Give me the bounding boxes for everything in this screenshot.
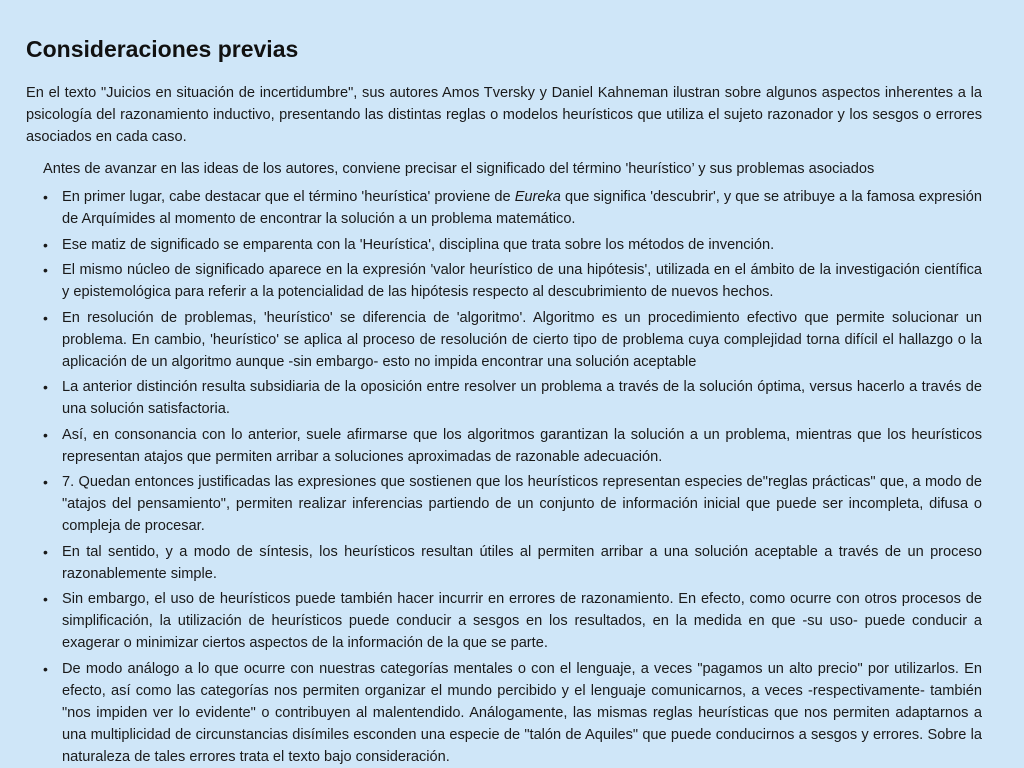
bullet-item — [43, 471, 982, 537]
bullet-icon: • — [43, 660, 48, 677]
slide-title: Consideraciones previas — [26, 36, 299, 62]
bullet-item — [43, 186, 982, 230]
bullet-item — [43, 424, 982, 468]
bullet-icon: • — [43, 543, 48, 560]
bullet-item — [43, 376, 982, 420]
bullet-item — [43, 307, 982, 373]
lead-paragraph: Antes de avanzar en las ideas de los autores, conviene precisar el significado del término 'heurístico’ y sus problemas asociados — [43, 161, 875, 177]
bullet-icon: • — [43, 379, 48, 395]
bullet-text: Así, en consonancia con lo anterior, suele afirmarse que los algoritmos garantizan la solución a un problema, mientras que los heurísticos representan atajos que permiten arribar a soluciones aproximadas de razonable adecuación. — [62, 426, 982, 465]
bullet-item — [43, 658, 982, 768]
bullet-text: El mismo núcleo de significado aparece en la expresión 'valor heurístico de una hipótesis', utilizada en el ámbito de la investigación científica y epistemológica para referir a la potencialidad de las hipótesis respecto al descubrimiento de nuevos hechos. — [62, 262, 982, 300]
bullet-text: La anterior distinción resulta subsidiaria de la oposición entre resolver un problema a través de la solución óptima, versus hacerlo a través de una solución satisfactoria. — [62, 379, 982, 417]
bullet-text: En tal sentido, y a modo de síntesis, los heurísticos resultan útiles al permiten arribar a una solución aceptable a través de un proceso razonablemente simple. — [62, 543, 982, 582]
bullet-item — [43, 541, 982, 585]
bullet-icon: • — [43, 236, 48, 253]
italic-term: Eureka — [514, 189, 561, 205]
bullet-text: En resolución de problemas, 'heurístico' se diferencia de 'algoritmo'. Algoritmo es un procedimiento efectivo que permite solucionar un problema. En cambio, 'heurístico' se aplica al proceso de resolución de cierto tipo de problema cuya complejidad torna difícil el hallazgo o la aplicación de un algoritmo aunque -sin embargo- esto no impida encontrar una solución aceptable — [62, 309, 982, 370]
bullet-icon: • — [43, 591, 48, 607]
intro-paragraph: En el texto "Juicios en situación de incertidumbre", sus autores Amos Tversky y Daniel Kahneman ilustran sobre algunos aspectos inherentes a la psicología del razonamiento inductivo, presentando las distintas reglas o modelos heurísticos que utiliza el sujeto razonador y los sesgos o errores asociados en cada caso. — [26, 85, 982, 145]
bullet-text: Sin embargo, el uso de heurísticos puede también hacer incurrir en errores de razonamiento. En efecto, como ocurre con otros procesos de simplificación, la utilización de heurísticos puede conducir a sesgos en los resultados, en la medida en que -su uso- puede conducir a exagerar o minimizar ciertos aspectos de la información de la que se parte. — [62, 591, 982, 651]
bullet-text: Ese matiz de significado se emparenta con la 'Heurística', disciplina que trata sobre los métodos de invención. — [62, 236, 775, 253]
bullet-text: De modo análogo a lo que ocurre con nuestras categorías mentales o con el lenguaje, a veces "pagamos un alto precio" por utilizarlos. En efecto, así como las categorías nos permiten organizar el mundo percibido y el lenguaje comunicarnos, a veces -respectivamente- también "nos impiden ver lo evidente" o contribuyen al malentendido. Análogamente, las mismas reglas heurísticas que nos permiten adaptarnos a una multiplicidad de circunstancias disímiles esconden una especie de "talón de Aquiles" que puede conducirnos a sesgos y errores. Sobre la naturaleza de tales errores trata el texto bajo consideración. — [62, 660, 982, 765]
bullet-text: En primer lugar, cabe destacar que el término 'heurística' proviene de Eureka que significa 'descubrir', y que se atribuye a la famosa expresión de Arquímides al momento de encontrar la solución a un problema matemático. — [62, 189, 982, 227]
bullet-icon: • — [43, 262, 48, 278]
bullet-item — [43, 234, 982, 256]
bullet-icon: • — [43, 309, 48, 326]
bullet-icon: • — [43, 426, 48, 443]
bullet-list — [43, 186, 982, 768]
bullet-item — [43, 588, 982, 654]
bullet-icon: • — [43, 474, 48, 490]
bullet-icon: • — [43, 189, 48, 205]
bullet-text: 7. Quedan entonces justificadas las expresiones que sostienen que los heurísticos representan especies de"reglas prácticas" que, a modo de "atajos del pensamiento", permiten realizar inferencias partiendo de un conjunto de información inicial que puede ser incompleta, difusa o compleja de procesar. — [62, 474, 982, 534]
bullet-item — [43, 259, 982, 303]
